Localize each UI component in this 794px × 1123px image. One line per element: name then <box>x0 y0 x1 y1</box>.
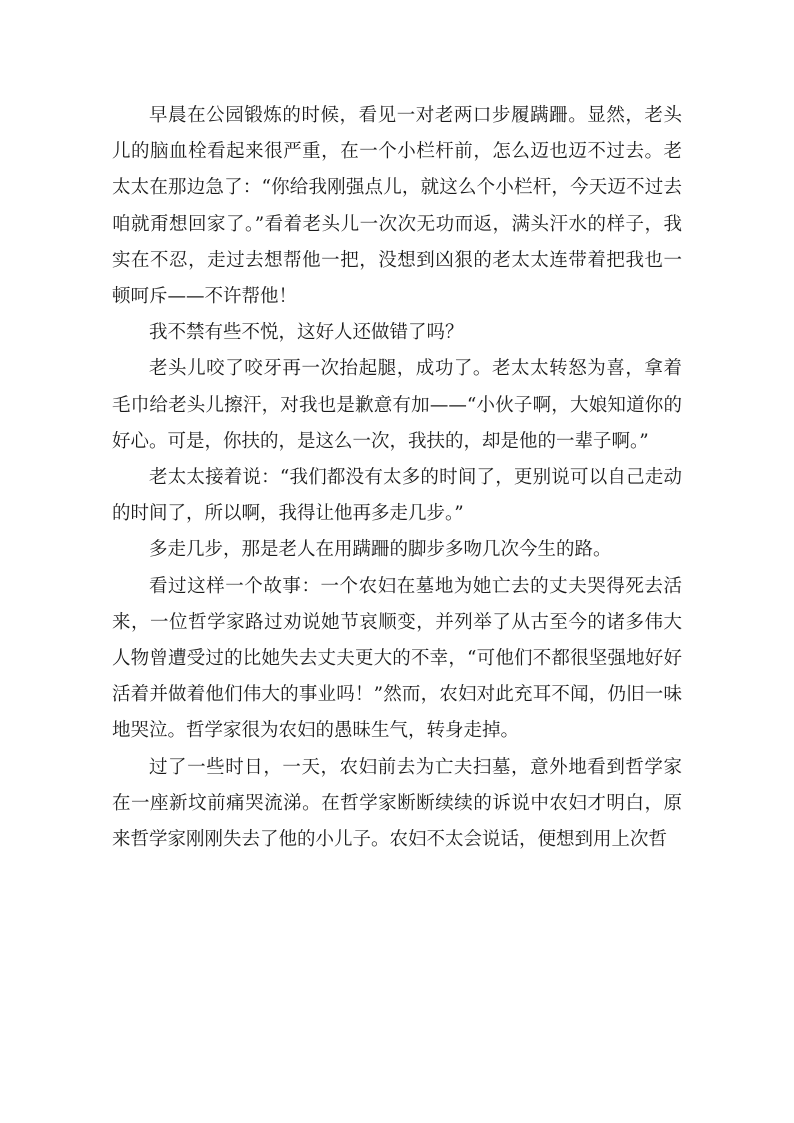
document-page <box>112 98 682 858</box>
paragraph-3: 老头儿咬了咬牙再一次抬起腿，成功了。老太太转怒为喜，拿着毛巾给老头儿擦汗，对我也是歉意有加——“小伙子啊，大娘知道你的好心。可是，你扶的，是这么一次，我扶的，却是他的一辈子啊。” <box>112 358 682 452</box>
paragraph-4: 老太太接着说：“我们都没有太多的时间了，更别说可以自己走动的时间了，所以啊，我得让他再多走几步。” <box>112 467 682 525</box>
paragraph-1: 早晨在公园锻炼的时候，看见一对老两口步履蹒跚。显然，老头儿的脑血栓看起来很严重，在一个小栏杆前，怎么迈也迈不过去。老太太在那边急了：“你给我刚强点儿，就这么个小栏杆，今天迈不过去咱就甭想回家了。”看着老头儿一次次无功而返，满头汗水的样子，我实在不忍，走过去想帮他一把，没想到凶狠的老太太连带着把我也一顿呵斥——不许帮他！ <box>112 105 682 308</box>
paragraph-5: 多走几步，那是老人在用蹒跚的脚步多吻几次今生的路。 <box>149 539 612 561</box>
paragraph-6: 看过这样一个故事：一个农妇在墓地为她亡去的丈夫哭得死去活来，一位哲学家路过劝说她节哀顺变，并列举了从古至今的诸多伟大人物曾遭受过的比她失去丈夫更大的不幸，“可他们不都很坚强地好好活着并做着他们伟大的事业吗！”然而，农妇对此充耳不闻，仍旧一味地哭泣。哲学家很为农妇的愚昧生气，转身走掉。 <box>112 575 682 742</box>
paragraph-2: 我不禁有些不悦，这好人还做错了吗？ <box>149 322 464 344</box>
paragraph-7: 过了一些时日，一天，农妇前去为亡夫扫墓，意外地看到哲学家在一座新坟前痛哭流涕。在哲学家断断续续的诉说中农妇才明白，原来哲学家刚刚失去了他的小儿子。农妇不太会说话，便想到用上次哲 <box>112 756 682 851</box>
